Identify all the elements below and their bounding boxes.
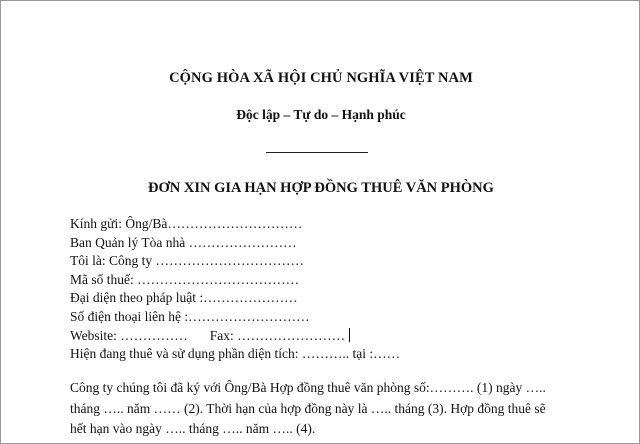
field-website[interactable]: Website: …………… [70,327,188,343]
motto-heading: Độc lập – Tự do – Hạnh phúc [236,107,406,122]
paragraph-line: hết hạn vào ngày ….. tháng ….. năm ….. (4). [70,421,316,436]
document-title: ĐƠN XIN GIA HẠN HỢP ĐỒNG THUÊ VĂN PHÒNG [148,180,494,196]
heading-divider [266,152,368,153]
body-paragraph [70,378,546,440]
paragraph-line: tháng ….. năm …… (2). Thời hạn của hợp đồng này là ….. tháng (3). Hợp đồng thuê sẽ [70,400,546,416]
field-recipient[interactable]: Kính gửi: Ông/Bà………………………… [70,216,303,231]
country-heading: CỘNG HÒA XÃ HỘI CHỦ NGHĨA VIỆT NAM [169,70,473,86]
paragraph-line: Công ty chúng tôi đã ký với Ông/Bà Hợp đồng thuê văn phòng số:………. (1) ngày ….. [70,380,546,395]
field-building-management[interactable]: Ban Quản lý Tòa nhà …………………… [70,234,297,250]
text-cursor [349,328,350,342]
field-rented-area[interactable]: Hiện đang thuê và sử dụng phần diện tích: ……….. tại :…… [70,346,401,362]
form-fields [70,215,400,364]
field-website-fax-row [70,327,400,346]
field-legal-representative[interactable]: Đại diện theo pháp luật :………………… [70,290,298,306]
field-fax[interactable]: Fax: …………………… [209,327,346,343]
field-tax-code[interactable]: Mã số thuế: ……………………………… [70,271,300,287]
field-company-name[interactable]: Tôi là: Công ty …………………………… [70,253,304,269]
field-phone[interactable]: Số điện thoại liên hệ :……………………… [70,308,310,324]
